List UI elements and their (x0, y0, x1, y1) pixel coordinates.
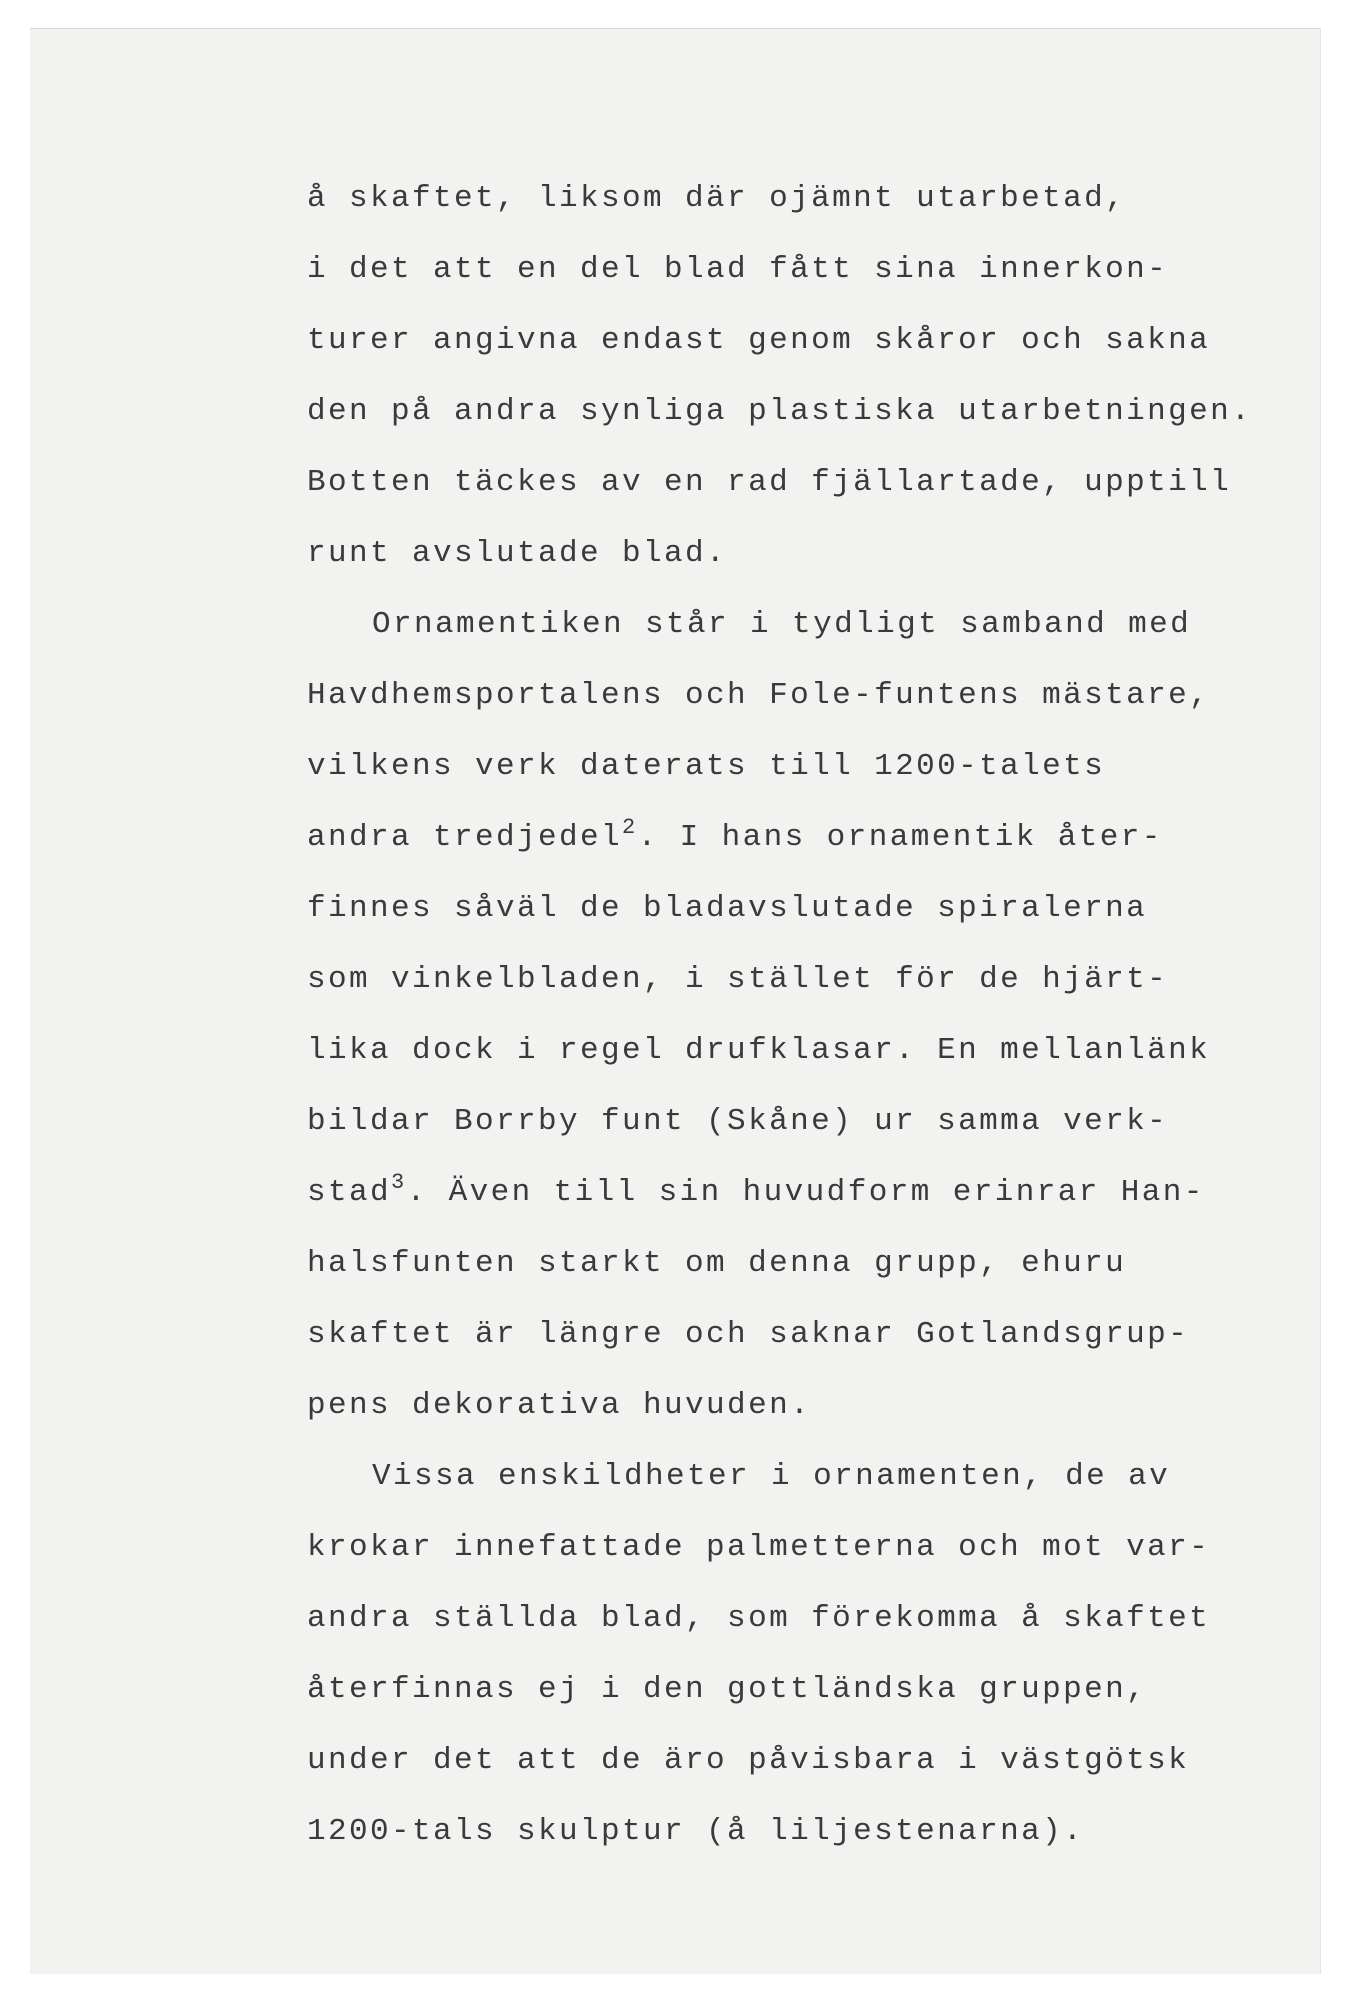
line-text: . I hans ornamentik åter- (637, 820, 1163, 855)
text-line-with-footnote (307, 1171, 1317, 1242)
text-line: krokar innefattade palmetterna och mot var- (307, 1530, 1211, 1565)
paragraph-start-line: Ornamentiken står i tydligt samband med (372, 607, 1192, 642)
text-line: vilkens verk daterats till 1200-talets (307, 749, 1106, 784)
text-line: 1200-tals skulptur (å liljestenarna). (307, 1814, 1085, 1849)
line-text: stad (307, 1175, 392, 1210)
text-line: i det att en del blad fått sina innerkon- (307, 252, 1169, 287)
text-line: återfinnas ej i den gottländska gruppen, (307, 1672, 1148, 1707)
line-text: andra tredjedel (307, 820, 623, 855)
text-line: lika dock i regel drufklasar. En mellanlänk (307, 1033, 1211, 1068)
text-line: å skaftet, liksom där ojämnt utarbetad, (307, 181, 1127, 216)
line-text: . Även till sin huvudform erinrar Han- (406, 1175, 1205, 1210)
text-line: Havdhemsportalens och Fole-funtens mästare, (307, 678, 1211, 713)
footnote-marker: 3 (391, 1169, 407, 1195)
text-line: finnes såväl de bladavslutade spiralerna (307, 891, 1148, 926)
text-line-with-footnote (307, 816, 1317, 887)
text-line: Botten täckes av en rad fjällartade, upptill (307, 465, 1232, 500)
text-line: turer angivna endast genom skåror och sakna (307, 323, 1211, 358)
text-line: pens dekorativa huvuden. (307, 1388, 812, 1423)
text-line: den på andra synliga plastiska utarbetningen. (307, 394, 1253, 429)
text-line: som vinkelbladen, i stället för de hjärt- (307, 962, 1169, 997)
text-line: halsfunten starkt om denna grupp, ehuru (307, 1246, 1127, 1281)
paragraph-start-line: Vissa enskildheter i ornamenten, de av (372, 1459, 1171, 1494)
typewritten-page (30, 28, 1321, 1974)
text-line: bildar Borrby funt (Skåne) ur samma verk- (307, 1104, 1169, 1139)
text-line: runt avslutade blad. (307, 536, 728, 571)
text-line: andra ställda blad, som förekomma å skaftet (307, 1601, 1211, 1636)
text-line: skaftet är längre och saknar Gotlandsgrup- (307, 1317, 1190, 1352)
body-text (307, 177, 1317, 1881)
footnote-marker: 2 (622, 814, 638, 840)
text-line: under det att de äro påvisbara i västgötsk (307, 1743, 1190, 1778)
